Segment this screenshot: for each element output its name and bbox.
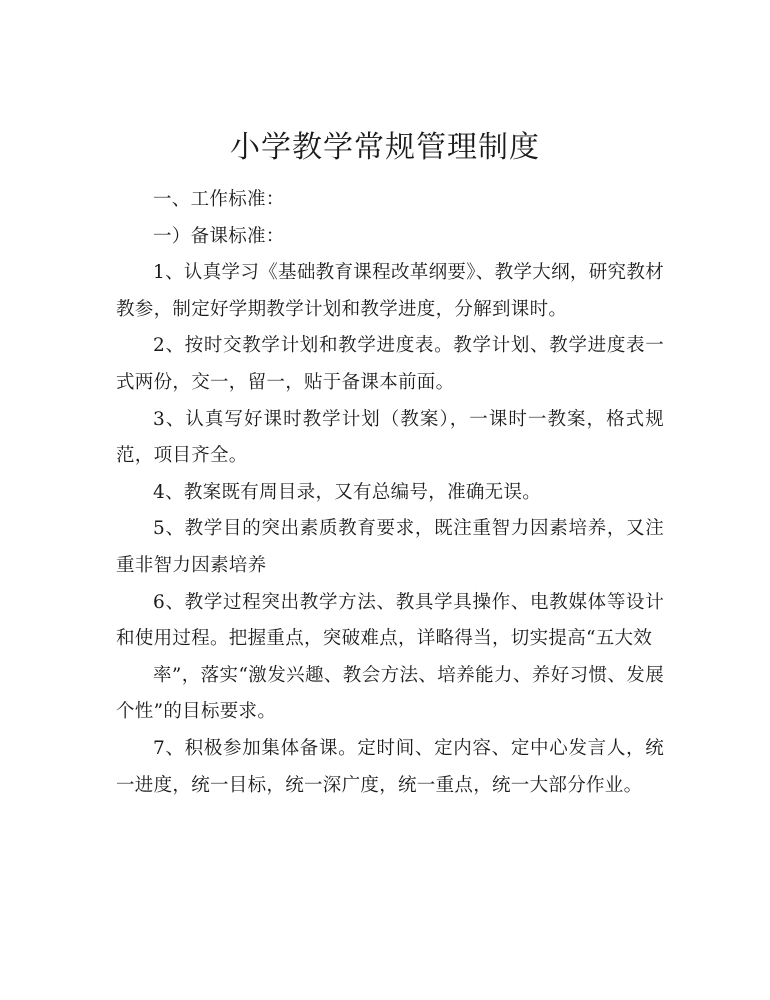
paragraph-item-4: 4、教案既有周目录，又有总编号，准确无误。 xyxy=(153,481,542,503)
paragraph-item-1: 1、认真学习《基础教育课程改革纲要》、教学大纲，研究教材教参，制定好学期教学计划和教学进度，分解到课时。 xyxy=(116,262,664,320)
page-title: 小学教学常规管理制度 xyxy=(230,130,540,165)
paragraph-item-7: 7、积极参加集体备课。定时间、定内容、定中心发言人，统一进度，统一目标，统一深广度，统一重点，统一大部分作业。 xyxy=(116,737,664,796)
section-heading-work-standards: 一、工作标准： xyxy=(153,189,285,210)
subsection-heading-lesson-prep: 一）备课标准： xyxy=(153,225,285,247)
paragraph-item-6-continued: 率”，落实“激发兴趣、教会方法、培养能力、养好习惯、发展个性”的目标要求。 xyxy=(116,664,664,723)
paragraph-item-6: 6、教学过程突出教学方法、教具学具操作、电教媒体等设计和使用过程。把握重点，突破难点，详略得当，切实提高“五大效 xyxy=(116,591,664,650)
paragraph-item-2: 2、按时交教学计划和教学进度表。教学计划、教学进度表一式两份，交一，留一，贴于备课本前面。 xyxy=(116,335,664,393)
document-body xyxy=(116,182,664,804)
paragraph-item-5: 5、教学目的突出素质教育要求，既注重智力因素培养，又注重非智力因素培养 xyxy=(116,518,664,576)
paragraph-item-3: 3、认真写好课时教学计划（教案），一课时一教案，格式规范，项目齐全。 xyxy=(116,408,664,467)
